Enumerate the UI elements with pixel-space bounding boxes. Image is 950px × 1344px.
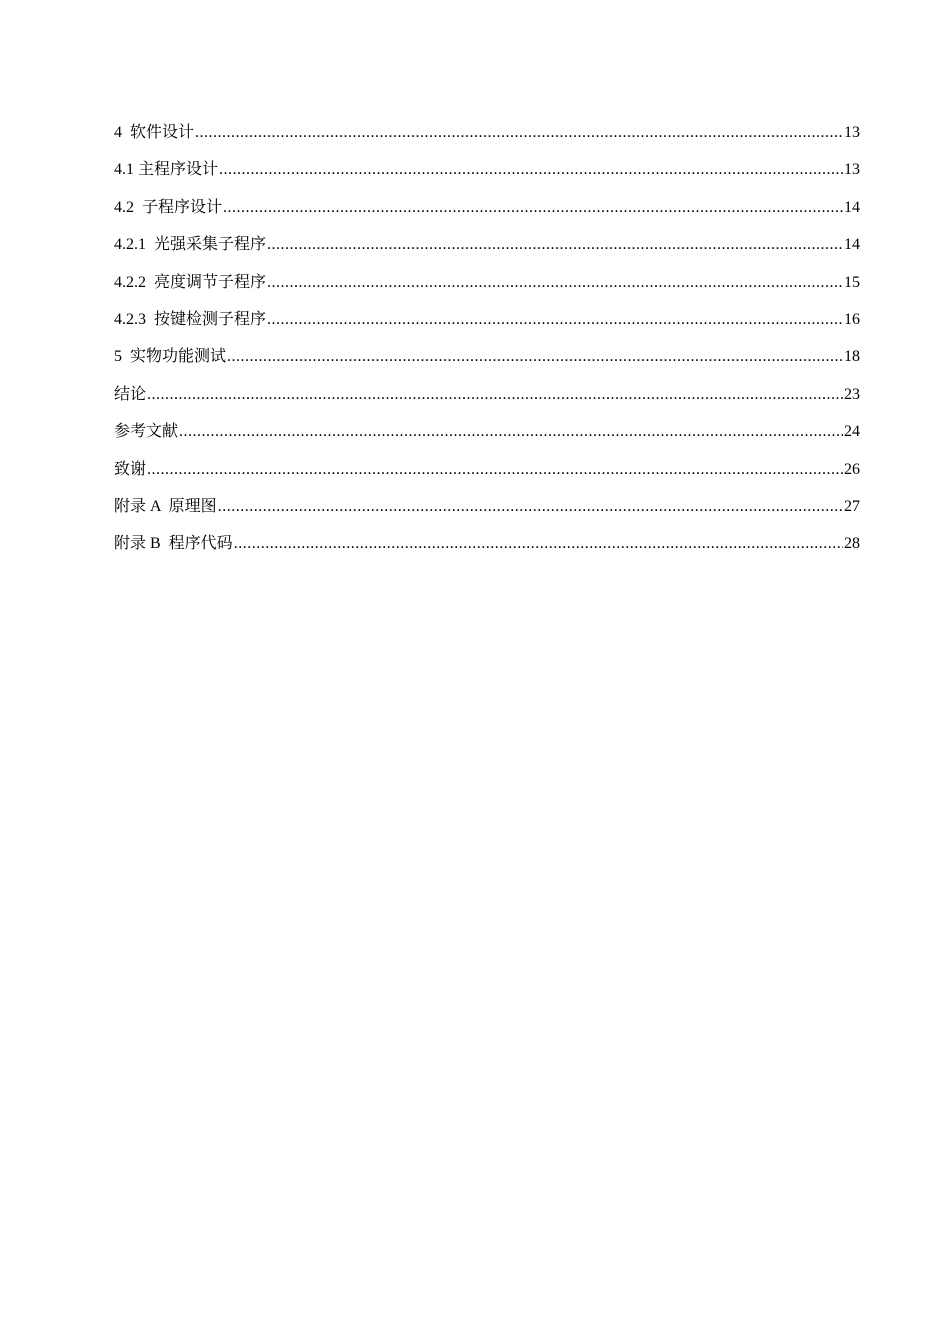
toc-entry-physical-test[interactable] — [114, 338, 860, 375]
toc-dot-leader — [147, 451, 843, 488]
toc-entry-title: 5 实物功能测试 — [114, 348, 227, 366]
toc-entry-page: 24 — [844, 423, 860, 441]
toc-entry-page: 27 — [844, 497, 860, 515]
toc-dot-leader — [223, 189, 843, 226]
toc-entry-software-design[interactable] — [114, 114, 860, 151]
toc-entry-title: 4.2.1 光强采集子程序 — [114, 236, 267, 254]
toc-entry-title: 附录 B 程序代码 — [114, 535, 233, 553]
toc-dot-leader — [218, 488, 843, 525]
toc-dot-leader — [195, 114, 843, 151]
toc-dot-leader — [267, 226, 843, 263]
toc-entry-title: 4.2 子程序设计 — [114, 198, 223, 216]
toc-entry-title: 4.1 主程序设计 — [114, 161, 219, 179]
toc-entry-acknowledgements[interactable] — [114, 451, 860, 488]
toc-entry-title: 参考文献 — [114, 423, 179, 441]
toc-entry-title: 结论 — [114, 385, 147, 403]
toc-dot-leader — [227, 338, 843, 375]
toc-entry-page: 14 — [844, 236, 860, 254]
toc-entry-conclusion[interactable] — [114, 376, 860, 413]
toc-entry-light-acquisition[interactable] — [114, 226, 860, 263]
toc-dot-leader — [267, 301, 843, 338]
toc-entry-page: 23 — [844, 385, 860, 403]
toc-entry-brightness-adjust[interactable] — [114, 264, 860, 301]
toc-dot-leader — [234, 525, 843, 562]
toc-entry-subprogram[interactable] — [114, 189, 860, 226]
toc-entry-title: 4.2.2 亮度调节子程序 — [114, 273, 267, 291]
toc-entry-page: 26 — [844, 460, 860, 478]
toc-entry-page: 13 — [844, 161, 860, 179]
toc-entry-key-detect[interactable] — [114, 301, 860, 338]
toc-entry-page: 18 — [844, 348, 860, 366]
toc-entry-references[interactable] — [114, 413, 860, 450]
toc-entry-title: 4 软件设计 — [114, 124, 195, 141]
toc-entry-page: 13 — [844, 124, 860, 141]
toc-entry-page: 16 — [844, 310, 860, 328]
toc-entry-appendix-a[interactable] — [114, 488, 860, 525]
toc-dot-leader — [219, 151, 843, 188]
table-of-contents — [114, 114, 860, 563]
toc-entry-main-program[interactable] — [114, 151, 860, 188]
toc-entry-page: 14 — [844, 198, 860, 216]
toc-entry-title: 4.2.3 按键检测子程序 — [114, 310, 267, 328]
toc-entry-page: 28 — [844, 535, 860, 553]
toc-dot-leader — [179, 413, 843, 450]
toc-dot-leader — [147, 376, 843, 413]
toc-entry-title: 附录 A 原理图 — [114, 497, 217, 515]
toc-dot-leader — [267, 264, 843, 301]
toc-entry-appendix-b[interactable] — [114, 525, 860, 562]
toc-entry-title: 致谢 — [114, 460, 147, 478]
toc-entry-page: 15 — [844, 273, 860, 291]
